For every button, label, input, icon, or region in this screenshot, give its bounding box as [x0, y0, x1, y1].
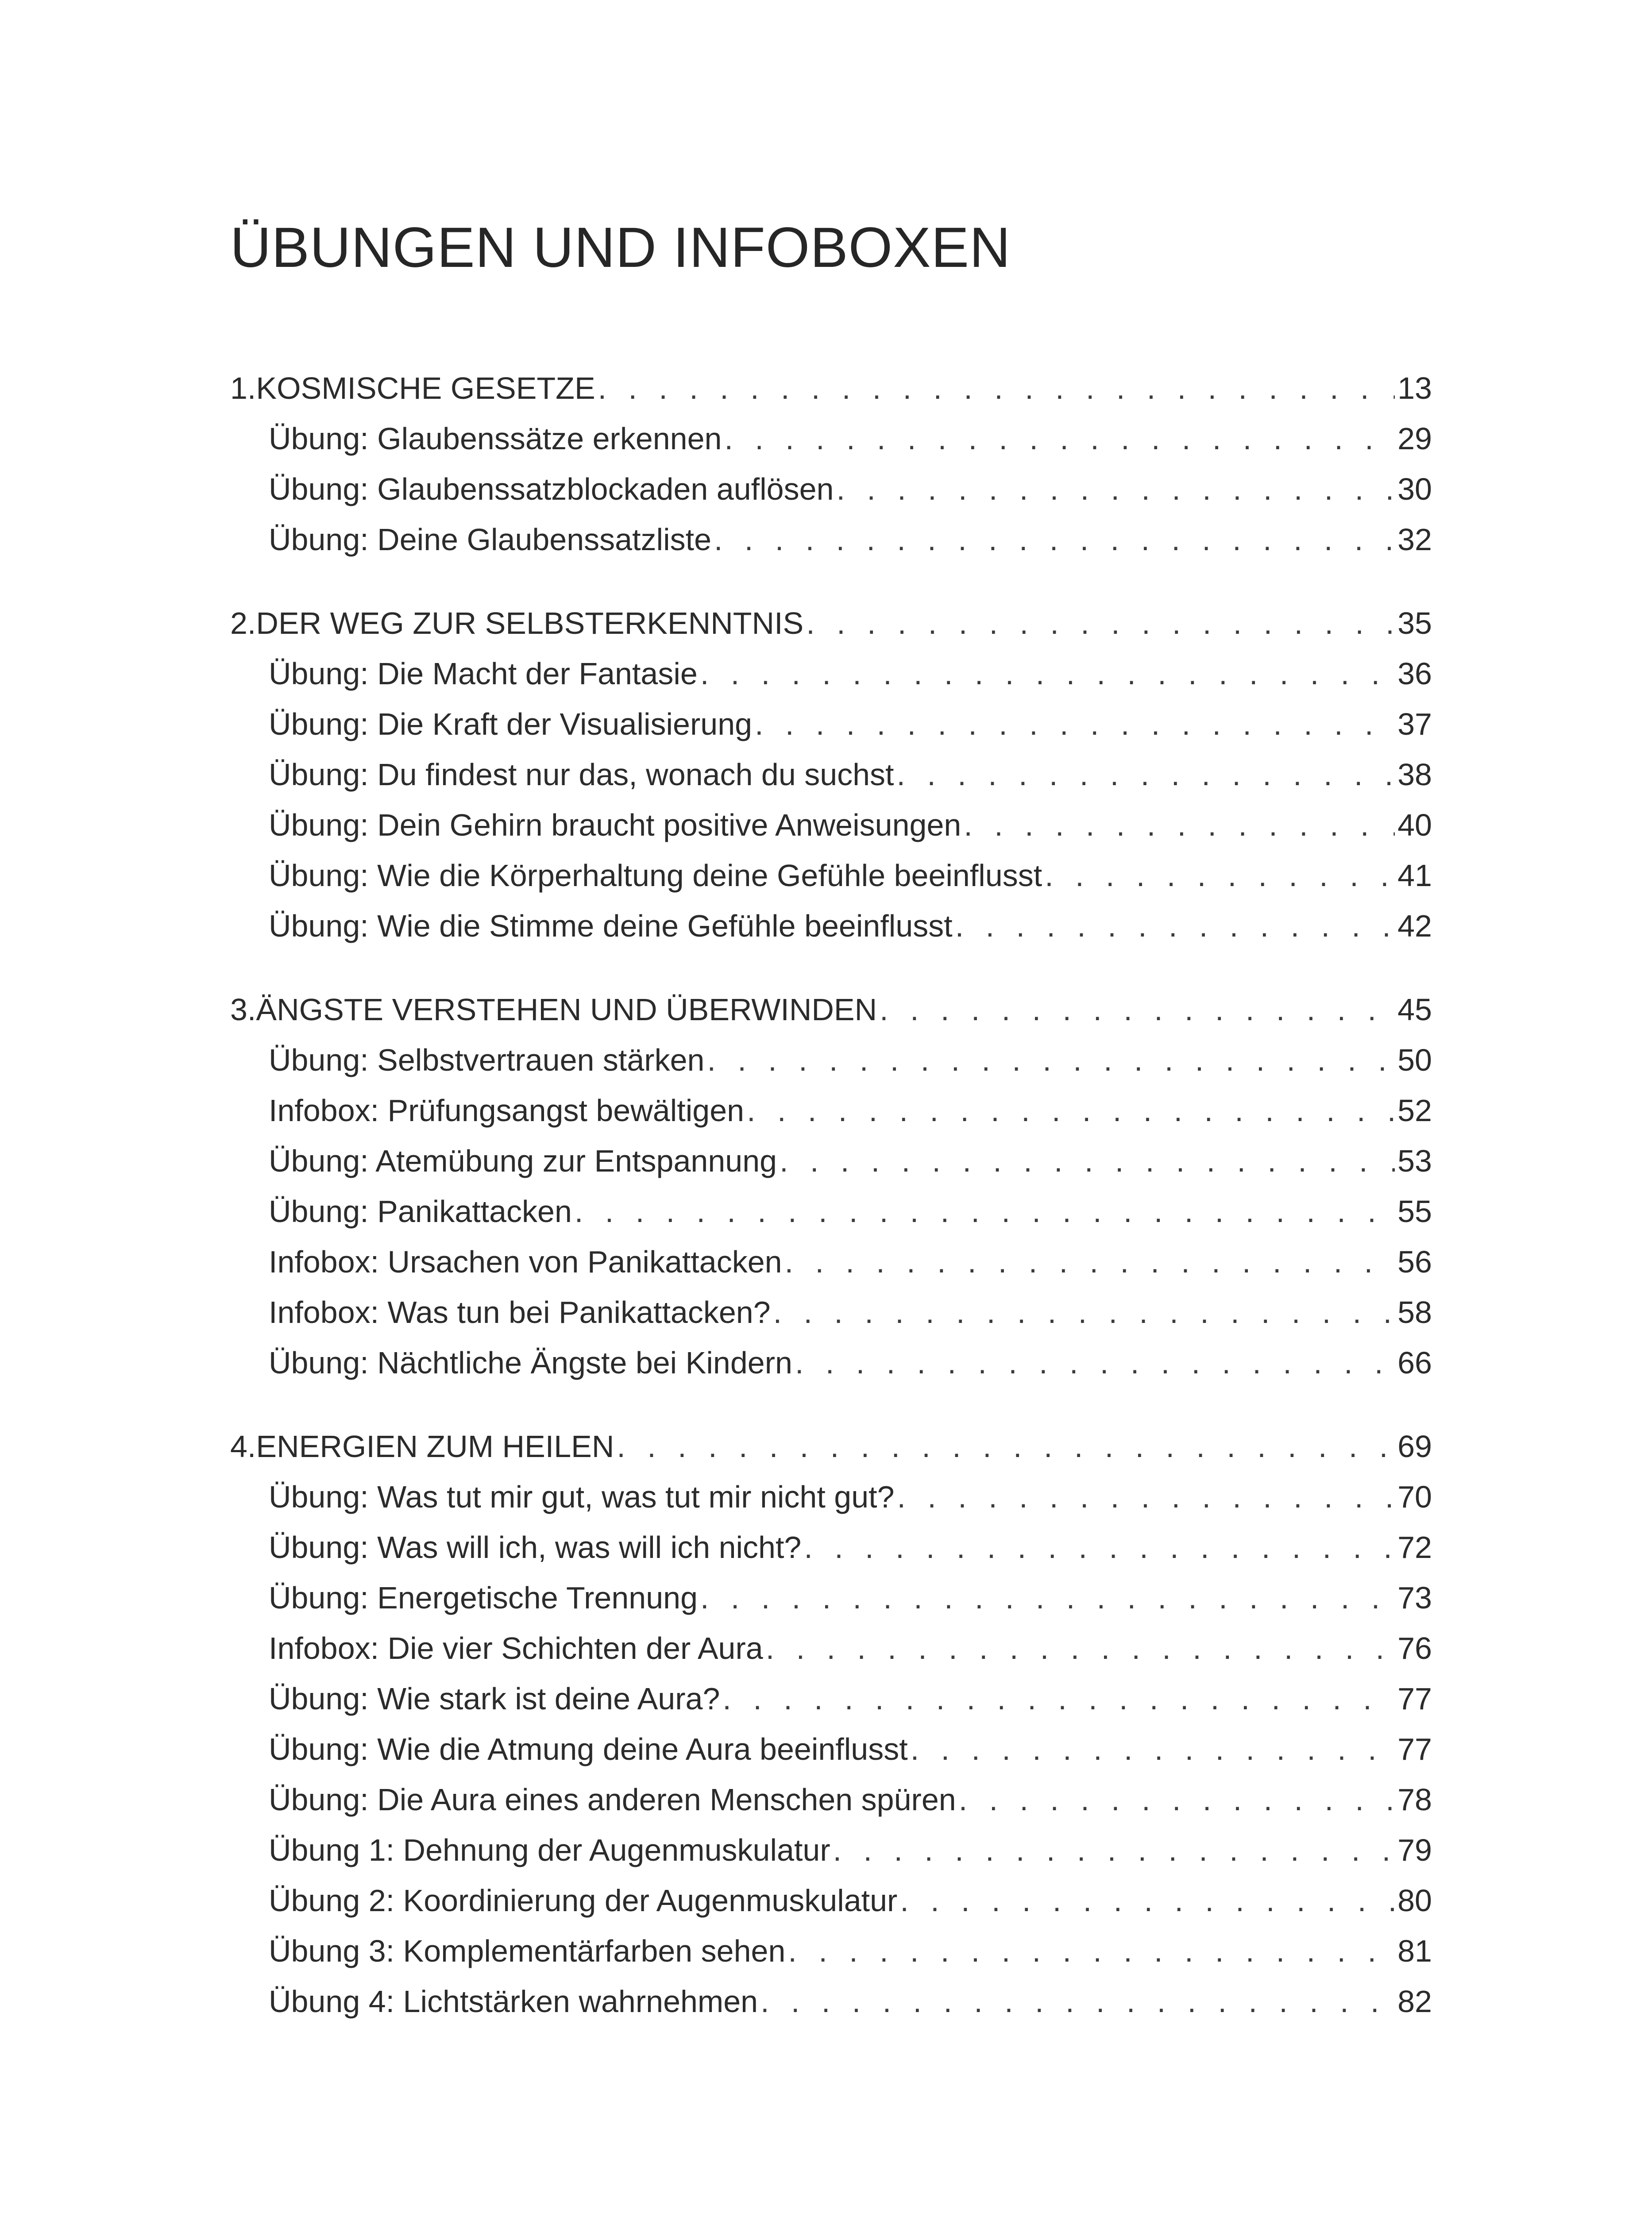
entry-title: Übung 1: Dehnung der Augenmuskulatur [269, 1833, 830, 1867]
toc-entry-row [230, 1673, 1432, 1724]
toc-chapter-row [230, 363, 1432, 413]
dot-leader [724, 413, 1395, 464]
page-number: 53 [1397, 1144, 1432, 1178]
chapter-number: 3. [230, 992, 256, 1027]
toc-chapter-row [230, 984, 1432, 1035]
entry-title: Übung: Wie die Stimme deine Gefühle beeinflusst [269, 909, 953, 943]
toc-entry-row [230, 1472, 1432, 1522]
chapter-title: DER WEG ZUR SELBSTERKENNTNIS [256, 606, 804, 640]
page-number: 76 [1397, 1631, 1432, 1666]
entry-title: Übung: Atemübung zur Entspannung [269, 1144, 777, 1178]
entry-title: Übung: Wie die Körperhaltung deine Gefühle beeinflusst [269, 858, 1042, 893]
entry-title: Übung: Deine Glaubenssatzliste [269, 522, 712, 557]
page-number: 58 [1397, 1295, 1432, 1330]
toc-entry-row [230, 901, 1432, 951]
page-number: 41 [1397, 858, 1432, 893]
dot-leader [897, 749, 1395, 800]
page-number: 32 [1397, 522, 1432, 557]
page-number: 29 [1397, 421, 1432, 456]
page-number: 77 [1397, 1681, 1432, 1716]
toc-entry-row [230, 1724, 1432, 1774]
entry-title: Übung: Dein Gehirn braucht positive Anweisungen [269, 808, 961, 842]
page-number: 37 [1397, 707, 1432, 741]
toc-chapter-row [230, 1421, 1432, 1472]
toc-entry-row [230, 1623, 1432, 1673]
entry-title: Übung: Die Macht der Fantasie [269, 656, 698, 691]
chapter-title: KOSMISCHE GESETZE [256, 371, 595, 405]
toc-chapter-row [230, 598, 1432, 648]
entry-title: Übung: Wie stark ist deine Aura? [269, 1681, 720, 1716]
entry-title: Übung: Was will ich, was will ich nicht? [269, 1530, 802, 1565]
entry-title: Infobox: Die vier Schichten der Aura [269, 1631, 763, 1666]
toc-entry-row [230, 1136, 1432, 1186]
page-number: 45 [1397, 992, 1432, 1027]
page-number: 73 [1397, 1581, 1432, 1615]
dot-leader [766, 1623, 1395, 1673]
chapter-title: ENERGIEN ZUM HEILEN [256, 1429, 614, 1464]
page-number: 81 [1397, 1934, 1432, 1968]
page-number: 66 [1397, 1346, 1432, 1380]
toc-entry-row [230, 1338, 1432, 1388]
page-number: 78 [1397, 1782, 1432, 1817]
entry-title: Infobox: Prüfungsangst bewältigen [269, 1093, 745, 1128]
entry-title: Übung 2: Koordinierung der Augenmuskulatur [269, 1883, 898, 1918]
page-title: ÜBUNGEN UND INFOBOXEN [230, 216, 1011, 279]
entry-title: Übung: Wie die Atmung deine Aura beeinflusst [269, 1732, 908, 1766]
toc-entry-row [230, 1035, 1432, 1085]
chapter-number: 2. [230, 606, 256, 640]
dot-leader [714, 514, 1395, 565]
entry-title: Übung: Die Kraft der Visualisierung [269, 707, 753, 741]
toc-entry-row [230, 1774, 1432, 1825]
toc-entry-row [230, 1237, 1432, 1287]
toc-entry-row [230, 1926, 1432, 1976]
entry-title: Übung: Glaubenssatzblockaden auflösen [269, 472, 834, 506]
toc-entry-row [230, 699, 1432, 749]
page-number: 82 [1397, 1984, 1432, 2019]
page-number: 40 [1397, 808, 1432, 842]
dot-leader [964, 800, 1395, 850]
page-number: 50 [1397, 1043, 1432, 1077]
page-number: 36 [1397, 656, 1432, 691]
entry-title: Übung: Selbstvertrauen stärken [269, 1043, 705, 1077]
entry-title: Übung: Die Aura eines anderen Menschen spüren [269, 1782, 956, 1817]
entry-title: Übung: Du findest nur das, wonach du suchst [269, 757, 894, 792]
dot-leader [598, 363, 1395, 413]
entry-title: Übung: Energetische Trennung [269, 1581, 698, 1615]
dot-leader [955, 901, 1395, 951]
dot-leader [880, 984, 1395, 1035]
dot-leader [773, 1287, 1395, 1338]
dot-leader [804, 1522, 1395, 1573]
dot-leader [959, 1774, 1395, 1825]
dot-leader [707, 1035, 1395, 1085]
dot-leader [833, 1825, 1395, 1875]
page-number: 30 [1397, 472, 1432, 506]
dot-leader [747, 1085, 1395, 1136]
dot-leader [575, 1186, 1395, 1237]
toc-entry-row [230, 1875, 1432, 1926]
dot-leader [700, 648, 1395, 699]
toc-entry-row [230, 1186, 1432, 1237]
entry-title: Infobox: Ursachen von Panikattacken [269, 1245, 782, 1279]
toc-entry-row [230, 1522, 1432, 1573]
dot-leader [700, 1573, 1395, 1623]
dot-leader [795, 1338, 1395, 1388]
chapter-number: 4. [230, 1429, 256, 1464]
dot-leader [788, 1926, 1395, 1976]
dot-leader [806, 598, 1395, 648]
page-number: 35 [1397, 606, 1432, 640]
entry-title: Infobox: Was tun bei Panikattacken? [269, 1295, 771, 1330]
toc-entry-row [230, 749, 1432, 800]
toc-entry-row [230, 413, 1432, 464]
entry-title: Übung: Was tut mir gut, was tut mir nicht gut? [269, 1480, 895, 1514]
page-number: 77 [1397, 1732, 1432, 1766]
entry-title: Übung 3: Komplementärfarben sehen [269, 1934, 786, 1968]
dot-leader [780, 1136, 1395, 1186]
toc-entry-row [230, 514, 1432, 565]
toc-entry-row [230, 464, 1432, 514]
page-number: 42 [1397, 909, 1432, 943]
toc-entry-row [230, 1085, 1432, 1136]
dot-leader [900, 1875, 1395, 1926]
entry-title: Übung: Panikattacken [269, 1194, 572, 1229]
page-number: 69 [1397, 1429, 1432, 1464]
toc-entry-row [230, 800, 1432, 850]
entry-title: Übung: Glaubenssätze erkennen [269, 421, 722, 456]
page-number: 13 [1397, 371, 1432, 405]
dot-leader [897, 1472, 1395, 1522]
dot-leader [1045, 850, 1395, 901]
entry-title: Übung: Nächtliche Ängste bei Kindern [269, 1346, 792, 1380]
toc-entry-row [230, 1976, 1432, 2027]
page-number: 80 [1397, 1883, 1432, 1918]
dot-leader [760, 1976, 1395, 2027]
dot-leader [722, 1673, 1395, 1724]
toc-section [230, 363, 1432, 565]
table-of-contents [230, 363, 1432, 2027]
page-number: 38 [1397, 757, 1432, 792]
dot-leader [785, 1237, 1395, 1287]
chapter-number: 1. [230, 371, 256, 405]
entry-title: Übung 4: Lichtstärken wahrnehmen [269, 1984, 758, 2019]
chapter-title: ÄNGSTE VERSTEHEN UND ÜBERWINDEN [256, 992, 877, 1027]
dot-leader [755, 699, 1395, 749]
page-number: 79 [1397, 1833, 1432, 1867]
page-number: 56 [1397, 1245, 1432, 1279]
page-number: 52 [1397, 1093, 1432, 1128]
toc-entry-row [230, 1573, 1432, 1623]
page-number: 72 [1397, 1530, 1432, 1565]
toc-section [230, 598, 1432, 951]
toc-section [230, 984, 1432, 1388]
dot-leader [617, 1421, 1395, 1472]
toc-section [230, 1421, 1432, 2027]
page-number: 55 [1397, 1194, 1432, 1229]
toc-entry-row [230, 850, 1432, 901]
page-number: 70 [1397, 1480, 1432, 1514]
toc-entry-row [230, 648, 1432, 699]
dot-leader [836, 464, 1395, 514]
toc-entry-row [230, 1825, 1432, 1875]
toc-page [230, 208, 1432, 2060]
dot-leader [911, 1724, 1395, 1774]
toc-entry-row [230, 1287, 1432, 1338]
